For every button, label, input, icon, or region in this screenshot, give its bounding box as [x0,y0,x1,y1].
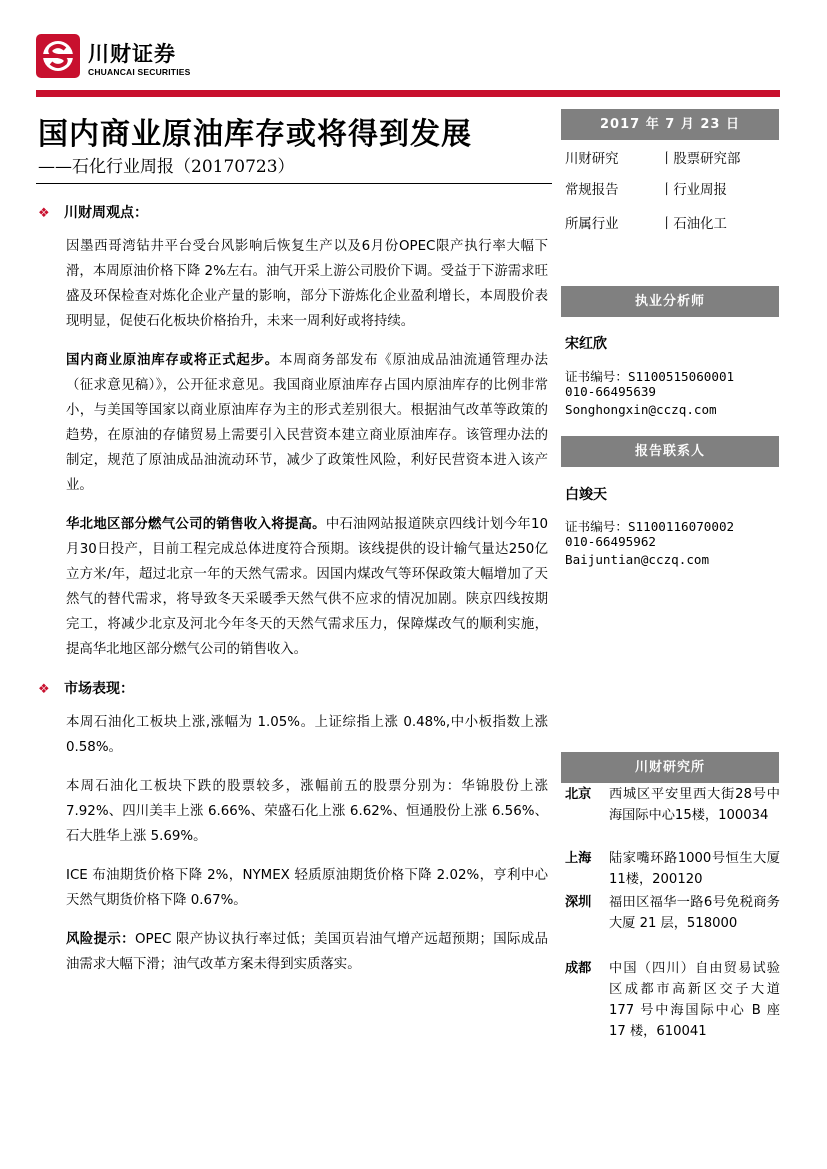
address-text: 陆家嘴环路1000号恒生大厦11楼，200120 [609,851,780,887]
info-row-industry [565,213,727,232]
report-subtitle: ——石化行业周报（20170723） [38,157,295,177]
chuancai-logo-icon [36,34,80,78]
paragraph-gas-revenue [38,512,548,662]
contact-name: 白竣天 [565,487,607,503]
diamond-bullet-icon: ❖ [38,205,50,221]
address-chengdu [565,958,780,1042]
address-text: 西城区平安里西大街28号中海国际中心15楼，100034 [609,787,780,823]
address-city: 上海 [565,851,592,866]
section-heading-market [38,676,548,702]
paragraph-lead: 国内商业原油库存或将正式起步。 [66,353,280,368]
analyst-cert: 证书编号：S1100515060001 [565,369,735,384]
address-beijing [565,784,780,826]
address-city: 深圳 [565,895,592,910]
main-content [38,200,548,991]
paragraph-summary: 因墨西哥湾钻井平台受台风影响后恢复生产以及6月份OPEC限产执行率大幅下滑，本周原油价格下降 2%左右。油气开采上游公司股价下调。受益于下游需求旺盛及环保检查对炼化企业产量的影响，部分下游炼化企业盈利增长，本周股价表现明显，促使石化板块价格抬升，未来一周利好或将持续。 [66,239,548,329]
info-key: 所属行业 [565,217,619,232]
section-title: 市场表现： [64,680,134,697]
analyst-name: 宋红欣 [565,336,607,352]
diamond-bullet-icon: ❖ [38,681,50,697]
title-divider [36,183,552,184]
info-key: 常规报告 [565,183,619,198]
header-red-bar [36,90,780,97]
brand-name-en: CHUANCAI SECURITIES [88,67,191,77]
paragraph-body: 中石油网站报道陕京四线计划今年10月30日投产，目前工程完成总体进度符合预期。该线提供的设计输气量达250亿立方米/年，超过北京一年的天然气需求。因国内煤改气等环保政策大幅增加了天然气的替代需求，将导致冬天采暖季天然气供不应求的情况加剧。陕京四线按期完工，将减少北京及河北今年冬天的天然气需求压力，保障煤改气的顺利实施，提高华北地区部分燃气公司的销售收入。 [66,517,548,657]
section-heading-weekly-view [38,200,548,226]
address-city: 北京 [565,787,592,802]
info-key: 川财研究 [565,152,619,167]
analyst-email[interactable]: Songhongxin@cczq.com [565,402,717,417]
institute-header: 川财研究所 [561,752,779,783]
analyst-phone: 010-66495639 [565,384,656,399]
paragraph-lead: 风险提示： [66,932,135,947]
brand-name-cn: 川财证券 [88,42,176,66]
section-title: 川财周观点： [64,204,148,221]
address-shanghai [565,848,780,890]
paragraph-body: OPEC 限产协议执行率过低；美国页岩油气增产远超预期；国际成品油需求大幅下滑；油气改革方案未得到实质落实。 [66,932,549,972]
info-value: 丨石油化工 [660,217,727,232]
analyst-header: 执业分析师 [561,286,779,317]
address-city: 成都 [565,961,592,976]
paragraph-risk [38,927,548,977]
info-row-report-type [565,179,727,198]
info-value: 丨股票研究部 [660,152,741,167]
paragraph-crude-storage [38,348,548,498]
contact-header: 报告联系人 [561,436,779,467]
paragraph-futures: ICE 布油期货价格下降 2%，NYMEX 轻质原油期货价格下降 2.02%，亨利中心天然气期货价格下降 0.67%。 [66,868,548,908]
address-text: 中国（四川）自由贸易试验区成都市高新区交子大道 177 号中海国际中心 B 座 17 楼，610041 [609,961,780,1039]
address-text: 福田区福华一路6号免税商务大厦 21 层，518000 [609,895,780,931]
paragraph-top-stocks: 本周石油化工板块下跌的股票较多，涨幅前五的股票分别为：华锦股份上涨 7.92%、四川美丰上涨 6.66%、荣盛石化上涨 6.62%、恒通股份上涨 6.56%、石大胜华上涨 5.69%。 [66,779,548,844]
report-date: 2017 年 7 月 23 日 [561,109,779,140]
info-value: 丨行业周报 [660,183,727,198]
info-row-research [565,148,740,167]
report-title: 国内商业原油库存或将得到发展 [38,117,472,152]
paragraph-body: 本周商务部发布《原油成品油流通管理办法（征求意见稿）》，公开征求意见。我国商业原油库存占国内原油库存的比例非常小，与美国等国家以商业原油库存为主的形式差别很大。根据油气改革等政策的趋势，在原油的存储贸易上需要引入民营资本建立商业原油库存。该管理办法的制定，规范了原油成品油流动环节，减少了政策性风险，利好民营资本进入该产业。 [66,353,549,493]
contact-email[interactable]: Baijuntian@cczq.com [565,552,710,567]
paragraph-lead: 华北地区部分燃气公司的销售收入将提高。 [66,517,326,532]
address-shenzhen [565,892,780,934]
paragraph-index: 本周石油化工板块上涨,涨幅为 1.05%。上证综指上涨 0.48%,中小板指数上涨 0.58%。 [66,715,548,755]
contact-phone: 010-66495962 [565,534,656,549]
contact-cert: 证书编号：S1100116070002 [565,519,735,534]
